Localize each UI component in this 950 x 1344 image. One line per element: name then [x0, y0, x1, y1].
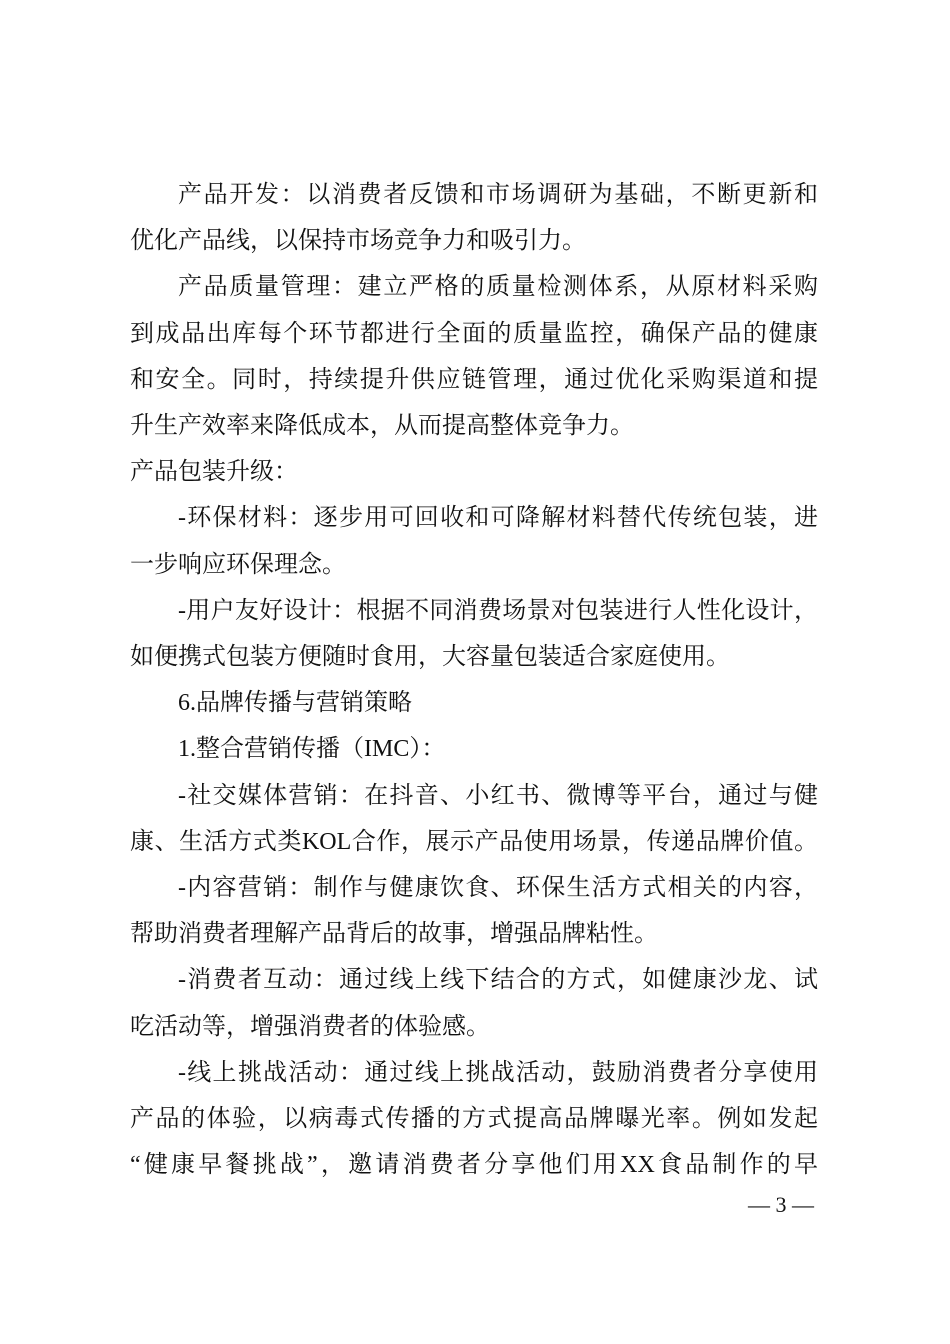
text-line: “健康早餐挑战”，邀请消费者分享他们用XX食品制作的早: [130, 1152, 818, 1179]
text-line: 康、生活方式类KOL合作，展示产品使用场景，传递品牌价值。: [130, 828, 818, 855]
text-line: -用户友好设计：根据不同消费场景对包装进行人性化设计，: [178, 597, 818, 624]
text-line: 产品开发：以消费者反馈和市场调研为基础，不断更新和: [178, 182, 818, 208]
text-line: -社交媒体营销：在抖音、小红书、微博等平台，通过与健: [178, 782, 818, 809]
page-number: — 3 —: [748, 1192, 814, 1217]
text-line: 如便携式包装方便随时食用，大容量包装适合家庭使用。: [130, 644, 730, 670]
text-line: 和安全。同时，持续提升供应链管理，通过优化采购渠道和提: [130, 366, 818, 393]
text-line: 产品包装升级：: [130, 459, 298, 486]
text-line: 帮助消费者理解产品背后的故事，增强品牌粘性。: [130, 921, 658, 948]
text-line: -环保材料：逐步用可回收和可降解材料替代传统包装，进: [178, 505, 818, 532]
text-line: -内容营销：制作与健康饮食、环保生活方式相关的内容，: [178, 875, 818, 901]
text-line: -消费者互动：通过线上线下结合的方式，如健康沙龙、试: [178, 967, 818, 994]
text-line: 优化产品线，以保持市场竞争力和吸引力。: [130, 228, 586, 255]
text-line: 产品质量管理：建立严格的质量检测体系，从原材料采购: [178, 274, 818, 301]
text-line: 升生产效率来降低成本，从而提高整体竞争力。: [130, 413, 634, 439]
text-line: 到成品出库每个环节都进行全面的质量监控，确保产品的健康: [130, 320, 818, 347]
text-line: 吃活动等，增强消费者的体验感。: [130, 1013, 490, 1040]
text-line: 产品的体验，以病毒式传播的方式提高品牌曝光率。例如发起: [130, 1106, 818, 1132]
text-line: -线上挑战活动：通过线上挑战活动，鼓励消费者分享使用: [178, 1059, 818, 1086]
text-line: 6.品牌传播与营销策略: [178, 690, 412, 717]
text-line: 1.整合营销传播（IMC）：: [178, 736, 446, 763]
text-line: 一步响应环保理念。: [130, 551, 346, 578]
